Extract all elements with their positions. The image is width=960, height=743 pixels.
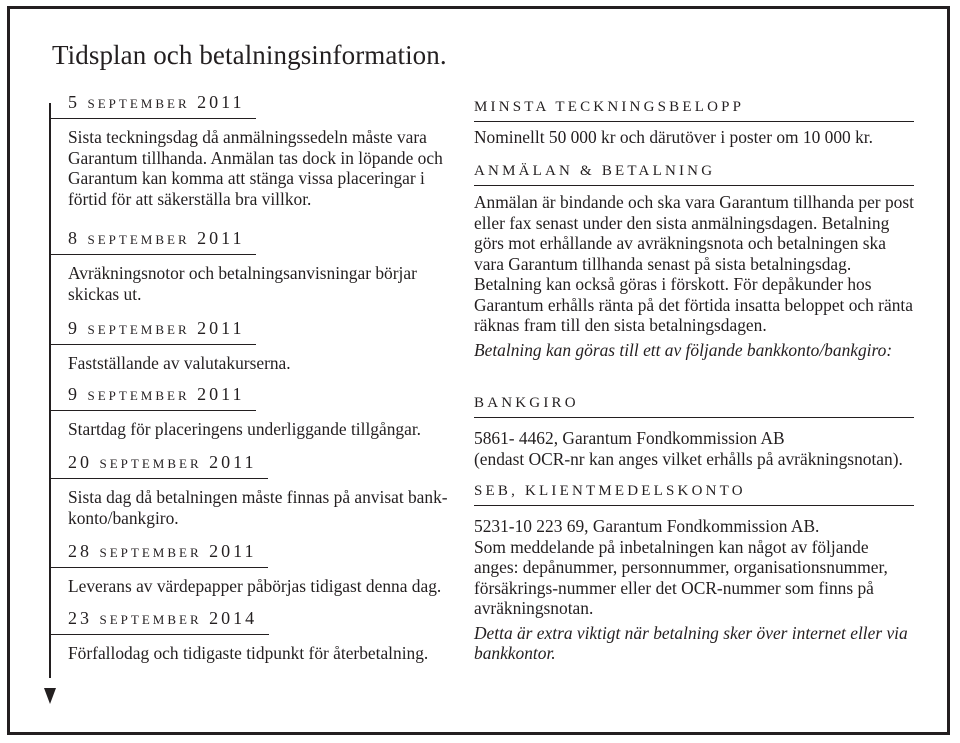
section-heading: SEB, KLIENTMEDELSKONTO <box>474 483 914 506</box>
timeline-date: 9 september 2011 <box>49 384 256 411</box>
timeline-text: Startdag för placeringens underliggande tillgångar. <box>68 419 422 439</box>
timeline-date: 20 september 2011 <box>49 452 268 479</box>
min-text: Nominellt 50 000 kr och därutöver i poster om 10 000 kr. <box>474 127 873 147</box>
seb-note: Detta är extra viktigt när betalning sker över internet eller via bankkontor. <box>474 622 908 663</box>
min-section <box>474 99 914 148</box>
timeline-arrow-icon <box>44 688 56 704</box>
payment-section <box>474 163 914 360</box>
timeline-date: 5 september 2011 <box>49 92 256 119</box>
page-title: Tidsplan och betalningsinformation. <box>52 40 447 70</box>
payment-note: Betalning kan göras till ett av följande bankkonto/bankgiro: <box>474 339 893 360</box>
timeline-text: Fastställande av valutakurserna. <box>68 353 291 373</box>
section-heading: ANMÄLAN & BETALNING <box>474 163 914 186</box>
timeline-entry <box>49 452 449 528</box>
bankgiro-note: (endast OCR-nr kan anges vilket erhålls på avräkningsnotan). <box>474 448 903 469</box>
seb-section <box>474 483 914 664</box>
seb-text: Som meddelande på inbetalningen kan något av följande anges: depånummer, personnummer, organisationsnummer, försäkrings-nummer eller det OCR-nummer som finns på avräkningsnotan. <box>474 536 888 618</box>
timeline-entry <box>49 541 449 597</box>
bankgiro-number: 5861- 4462, Garantum Fondkommission AB <box>474 428 785 448</box>
payment-text: Anmälan är bindande och ska vara Garantum tillhanda per post eller fax senast under den sista anmälningsdagen. Betalning görs mot erhållande av avräkningsnota och betalningen ska vara Garantum tillhanda senast på sista betalningsdag. Betalning kan också göras i förskott. För depåkunder hos Garantum erhålls ränta på det förtida insatta beloppet och ränta räknas fram till den sista betalningsdagen. <box>474 192 914 335</box>
seb-account: 5231-10 223 69, Garantum Fondkommission AB. <box>474 516 820 536</box>
timeline-text: Sista teckningsdag då anmälningssedeln måste vara Garantum tillhanda. Anmälan tas dock in löpande och Garantum kan komma att stänga vissa placeringar i förtid för att säkerställa bra villkor. <box>68 127 443 209</box>
timeline-text: Förfallodag och tidigaste tidpunkt för återbetalning. <box>68 643 429 663</box>
timeline-date: 23 september 2014 <box>49 608 269 635</box>
timeline-entry <box>49 318 449 374</box>
timeline-text: Leverans av värdepapper påbörjas tidigast denna dag. <box>68 576 442 596</box>
timeline-date: 9 september 2011 <box>49 318 256 345</box>
timeline-date: 28 september 2011 <box>49 541 268 568</box>
bankgiro-section <box>474 395 914 469</box>
timeline-text: Sista dag då betalningen måste finnas på anvisat bank-konto/bankgiro. <box>68 487 448 528</box>
timeline-date: 8 september 2011 <box>49 228 256 255</box>
timeline-entry <box>49 384 449 440</box>
section-heading: BANKGIRO <box>474 395 914 418</box>
timeline-entry <box>49 92 449 209</box>
timeline-entry <box>49 608 449 664</box>
timeline-text: Avräkningsnotor och betalningsanvisningar börjar skickas ut. <box>68 263 417 304</box>
timeline-entry <box>49 228 449 304</box>
section-heading: MINSTA TECKNINGSBELOPP <box>474 99 914 122</box>
